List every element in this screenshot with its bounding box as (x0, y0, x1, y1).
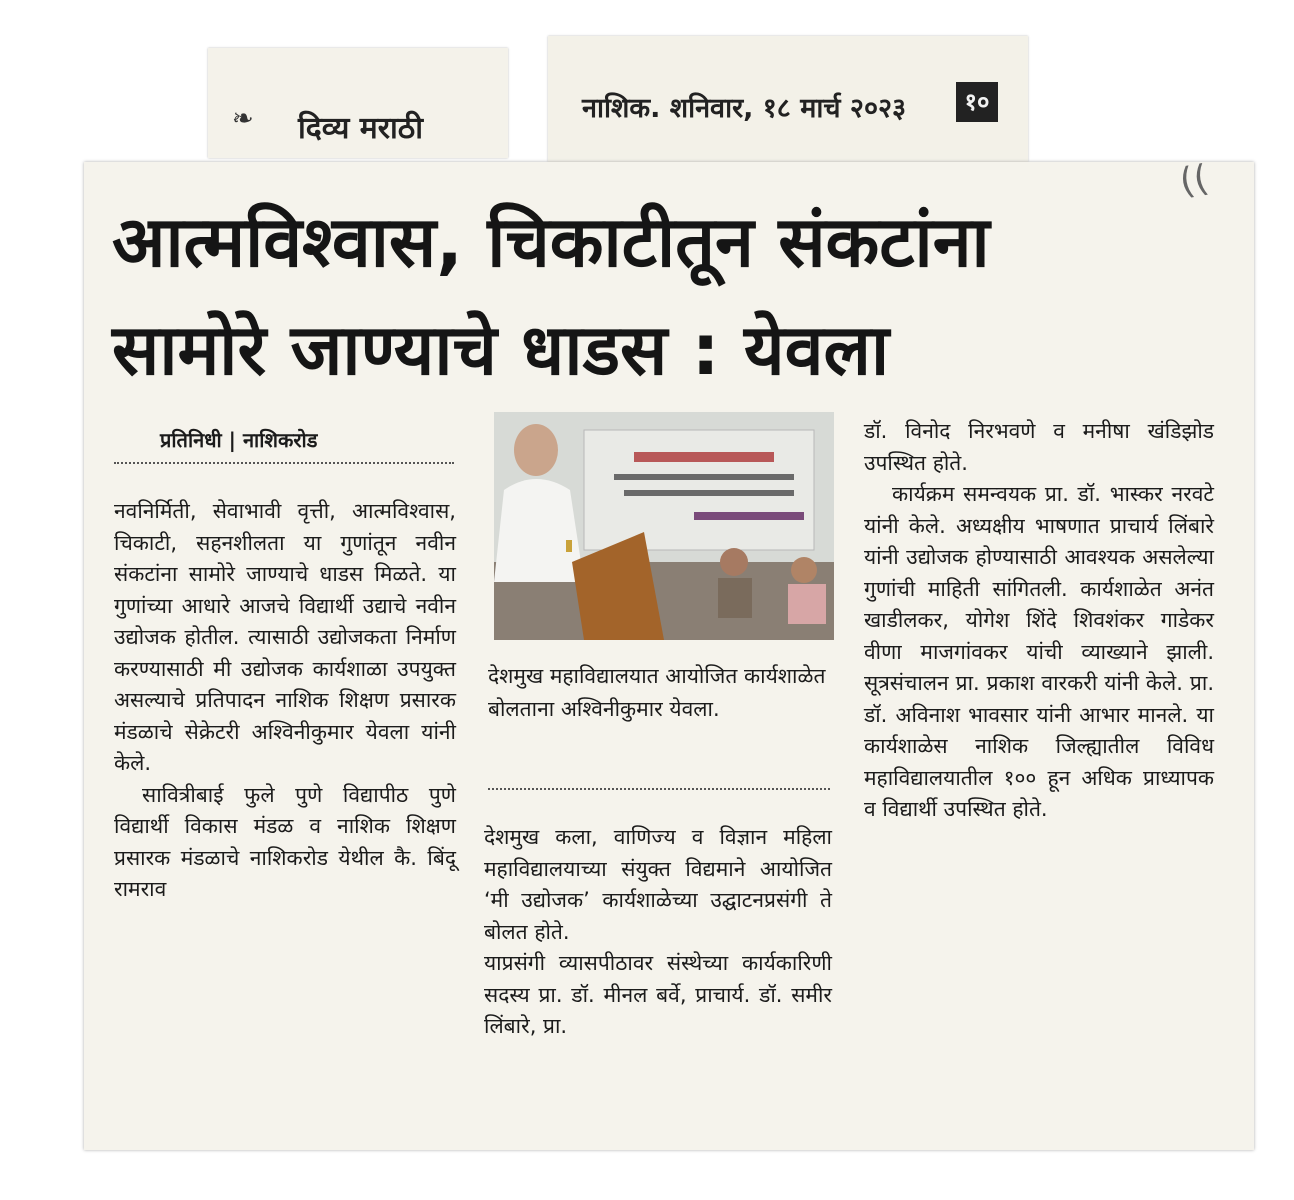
photo-caption: देशमुख महाविद्यालयात आयोजित कार्यशाळेत बोलताना अश्विनीकुमार येवला. (488, 664, 826, 721)
page-number: १० (956, 82, 998, 122)
byline-divider (114, 462, 454, 464)
headline-line-2: सामोरे जाण्याचे धाडस : येवला (112, 309, 890, 391)
paragraph: सावित्रीबाई फुले पुणे विद्यापीठ पुणे विद्यार्थी विकास मंडळ व नाशिक शिक्षण प्रसारक मंडळाचे नाशिकरोड येथील कै. बिंदू रामराव (114, 782, 456, 901)
article-column-2 (484, 822, 832, 1043)
speaker-at-podium-photo (494, 412, 834, 640)
paragraph: नवनिर्मिती, सेवाभावी वृत्ती, आत्मविश्वास, चिकाटी, सहनशीलता या गुणांतून नवीन संकटांना सामोरे जाण्याचे धाडस मिळते. या गुणांच्या आधारे आजचे विद्यार्थी उद्याचे नवीन उद्योजक होतील. त्यासाठी उद्योजकता निर्माण करण्यासाठी मी उद्योजक कार्यशाळा उपयुक्त असल्याचे प्रतिपादन नाशिक शिक्षण प्रसारक मंडळाचे सेक्रेटरी अश्विनीकुमार येवला यांनी केले. (114, 499, 456, 775)
dateline: नाशिक. शनिवार, १८ मार्च २०२३ (582, 93, 907, 124)
logo-ornament-icon: ❧ (232, 104, 254, 134)
headline-line-1: आत्मविश्वास, चिकाटीतून संकटांना (112, 201, 990, 283)
article-column-3 (864, 416, 1214, 826)
paragraph: डॉ. विनोद निरभवणे व मनीषा खंडिझोड उपस्थित होते. (864, 419, 1214, 475)
paragraph: याप्रसंगी व्यासपीठावर संस्थेच्या कार्यकारिणी सदस्य प्रा. डॉ. मीनल बर्वे, प्राचार्य. डॉ. समीर लिंबारे, प्रा. (484, 951, 832, 1038)
paragraph: देशमुख कला, वाणिज्य व विज्ञान महिला महाविद्यालयाच्या संयुक्त विद्यमाने आयोजित ‘मी उद्योजक’ कार्यशाळेच्या उद्घाटनप्रसंगी ते बोलत होते. (484, 825, 832, 944)
newspaper-logo: दिव्य मराठी (298, 111, 423, 146)
paragraph: कार्यक्रम समन्वयक प्रा. डॉ. भास्कर नरवटे यांनी केले. अध्यक्षीय भाषणात प्राचार्य लिंबारे यांनी उद्योजक होण्यासाठी आवश्यक असलेल्या गुणांची माहिती सांगितली. कार्यशाळेत अनंत खाडीलकर, योगेश शिंदे शिवशंकर गाडेकर वीणा माजगांवकर यांची व्याख्याने झाली. सूत्रसंचालन प्रा. प्रकाश वारकरी यांनी केले. प्रा. डॉ. अविनाश भावसार यांनी आभार मानले. या कार्यशाळेस नाशिक जिल्ह्यातील विविध महाविद्यालयातील १०० हून अधिक प्राध्यापक व विद्यार्थी उपस्थित होते. (864, 482, 1214, 821)
article-column-1 (114, 496, 456, 906)
caption-divider (488, 788, 830, 790)
byline: प्रतिनिधी | नाशिकरोड (160, 428, 318, 452)
article-photo (494, 412, 834, 640)
pen-mark: (( (1176, 157, 1212, 204)
